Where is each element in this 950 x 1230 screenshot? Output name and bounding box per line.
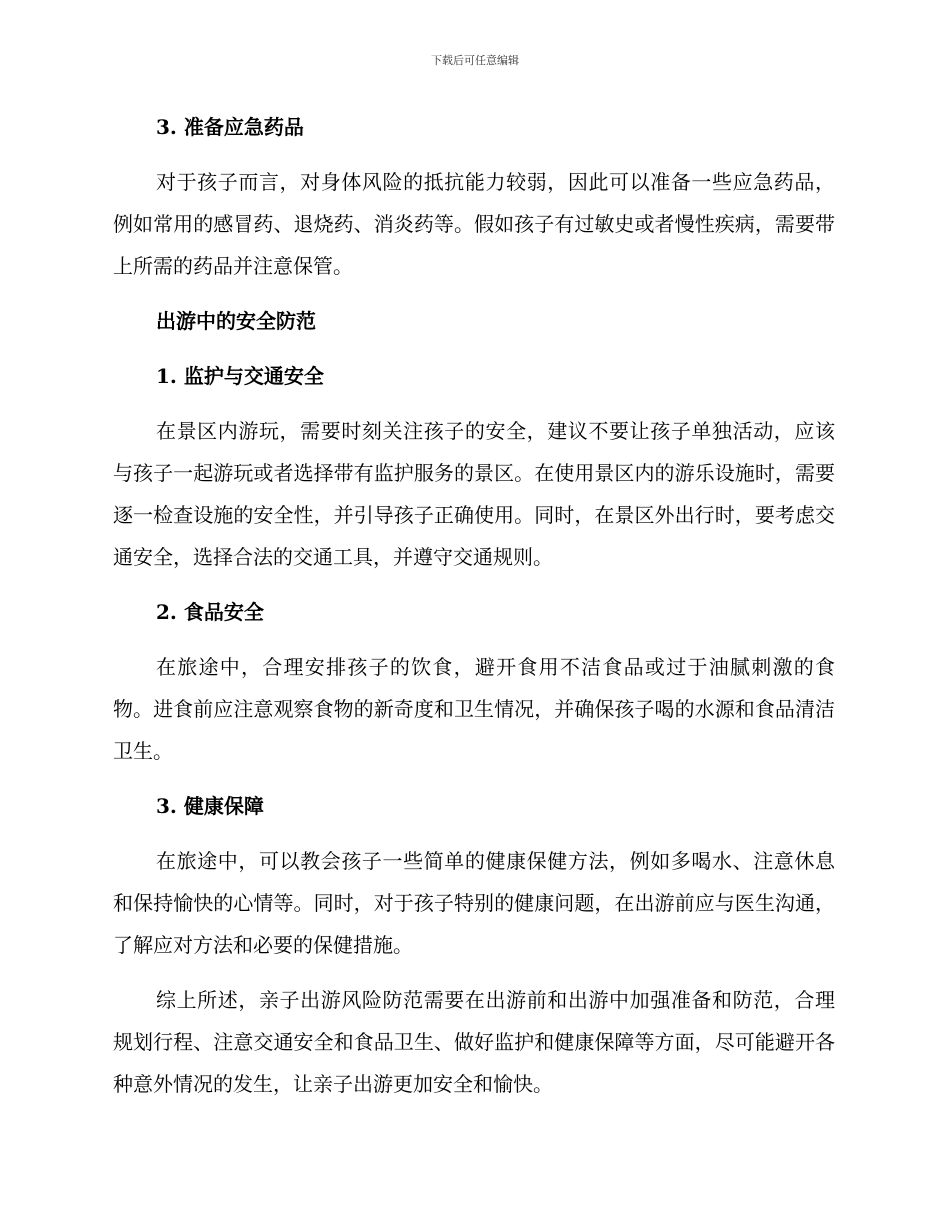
- section-heading-emergency-medicine: 3. 准备应急药品: [156, 115, 304, 139]
- paragraph-emergency-medicine: 对于孩子而言，对身体风险的抵抗能力较弱，因此可以准备一些应急药品，例如常用的感冒药、退烧药、消炎药等。假如孩子有过敏史或者慢性疾病，需要带上所需的药品并注意保管。: [113, 170, 835, 278]
- paragraph-supervision-traffic: 在景区内游玩，需要时刻关注孩子的安全，建议不要让孩子单独活动，应该与孩子一起游玩或者选择带有监护服务的景区。在使用景区内的游乐设施时，需要逐一检查设施的安全性，并引导孩子正确使用。同时，在景区外出行时，要考虑交通安全，选择合法的交通工具，并遵守交通规则。: [113, 419, 835, 569]
- paragraph-food-safety: 在旅途中，合理安排孩子的饮食，避开食用不洁食品或过于油腻刺激的食物。进食前应注意观察食物的新奇度和卫生情况，并确保孩子喝的水源和食品清洁卫生。: [113, 655, 835, 763]
- section-heading-health: 3. 健康保障: [156, 794, 264, 818]
- section-heading-supervision-traffic: 1. 监护与交通安全: [156, 364, 324, 388]
- section-heading-food-safety: 2. 食品安全: [156, 600, 264, 624]
- paragraph-conclusion: 综上所述，亲子出游风险防范需要在出游前和出游中加强准备和防范，合理规划行程、注意交通安全和食品卫生、做好监护和健康保障等方面，尽可能避开各种意外情况的发生，让亲子出游更加安全和愉快。: [113, 988, 835, 1096]
- paragraph-health: 在旅途中，可以教会孩子一些简单的健康保健方法，例如多喝水、注意休息和保持愉快的心情等。同时，对于孩子特别的健康问题，在出游前应与医生沟通，了解应对方法和必要的保健措施。: [113, 849, 835, 957]
- document-body: [113, 106, 835, 1105]
- section-heading-safety-during-trip: 出游中的安全防范: [156, 309, 316, 333]
- page-header: 下载后可任意编辑: [431, 54, 519, 67]
